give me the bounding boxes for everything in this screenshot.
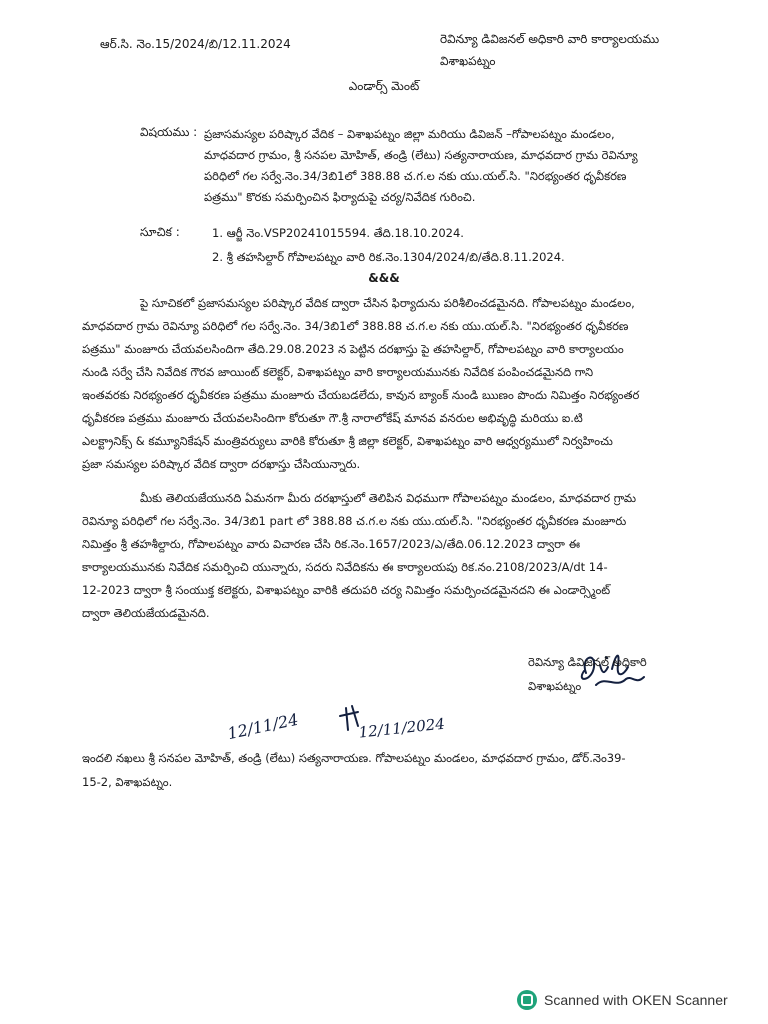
- paragraph-line: 12-2023 ద్వారా శ్రీ సంయుక్త కలెక్టరు, విశాఖపట్నం వారికి తదుపరి చర్య నిమిత్తం సమర్పించడమైనదని ఈ ఎండార్స్మెంట్: [82, 583, 611, 597]
- reference-item: 2. శ్రీ తహసిల్దార్ గోపాలపట్నం వారి రిక.నెం.1304/2024/బి/తేది.8.11.2024.: [212, 250, 565, 264]
- office-city: విశాఖపట్నం: [440, 54, 496, 68]
- copy-to-recipient: [82, 746, 712, 794]
- references-label: సూచిక :: [140, 225, 180, 239]
- subject-line: ప్రజాసమస్యల పరిష్కార వేదిక – విశాఖపట్నం జిల్లా మరియు డివిజన్ –గోపాలపట్నం మండలం,: [204, 127, 615, 141]
- paragraph-line: ఎలక్ట్రానిక్స్ & కమ్యూనికేషన్ మంత్రివర్యులు వారికి కోరుతూ శ్రీ జిల్లా కలెక్టర్, విశాఖపట్నం వారి ఆధ్వర్యములో నిర్వహించు: [82, 434, 613, 448]
- signature-block: [528, 650, 708, 698]
- document-title: ఎండార్స్ మెంట్: [348, 79, 420, 93]
- office-name: రెవిన్యూ డివిజనల్ అధికారి వారి కార్యాలయము: [440, 32, 660, 46]
- subject-line: పత్రము" కొరకు సమర్పించిన ఫిర్యాదుపై చర్య/నివేదిక గురించి.: [204, 190, 476, 204]
- recipient-line: 15-2, విశాఖపట్నం.: [82, 775, 173, 789]
- scanner-watermark: [516, 988, 728, 1012]
- paragraph-line: మీకు తెలియజేయునది ఏమనగా మీరు దరఖాస్తులో తెలిపిన విధముగా గోపాలపట్నం మండలం, మాధవదార గ్రామ: [140, 491, 637, 505]
- signatory-place: విశాఖపట్నం: [528, 679, 582, 693]
- paragraph-line: పత్రము" మంజూరు చేయవలసిందిగా తేది.29.08.2023 న పెట్టిన దరఖాస్తు పై తహసిల్దార్, గోపాలపట్నం వారి కార్యాలయం: [82, 342, 624, 356]
- handwritten-initial-right: [338, 700, 448, 748]
- handwritten-initial-left: [222, 700, 302, 744]
- reference-number: ఆర్.సి. నెం.15/2024/బి/12.11.2024: [100, 37, 291, 51]
- reference-item: 1. ఆర్జీ నెం.VSP20241015594. తేది.18.10.2024.: [212, 226, 464, 240]
- paragraph-1: [82, 292, 702, 476]
- paragraph-line: కార్యాలయమునకు నివేదిక సమర్పించి యున్నారు, సదరు నివేదికను ఈ కార్యాలయపు రిక.నం.2108/2023/A/dt 14-: [82, 560, 608, 574]
- subject-line: మాధవదార గ్రామం, శ్రీ సనపల మోహిత్, తండ్రి (లేటు) సత్యనారాయణ, మాధవదార గ్రామ రెవిన్యూ: [204, 148, 638, 162]
- paragraph-line: నిమిత్తం శ్రీ తహశీల్దారు, గోపాలపట్నం వారు విచారణ చేసి రిక.నెం.1657/2023/ఎ/తేది.06.12.2023 ద్వారా ఈ: [82, 537, 580, 551]
- paragraph-line: ప్రజా సమస్యల పరిష్కార వేదిక ద్వారా దరఖాస్తు చేసియున్నారు.: [82, 457, 361, 471]
- recipient-line: ఇందలి నఖలు శ్రీ సనపల మోహిత్, తండ్రి (లేటు) సత్యనారాయణ. గోపాలపట్నం మండలం, మాధవదార గ్రామం, డోర్.నెం39-: [82, 751, 626, 765]
- paragraph-line: ధృవీకరణ పత్రము మంజూరు చేయవలసిందిగా కోరుతూ గౌ.శ్రీ నారాలోకేష్ మానవ వనరుల అభివృద్ధి మరియు ఐ.టి: [82, 411, 583, 425]
- paragraph-line: ద్వారా తెలియజేయడమైనది.: [82, 606, 210, 620]
- scanner-logo-icon: [516, 989, 538, 1011]
- paragraph-line: నుండి సర్వే చేసి నివేదిక గౌరవ జాయింట్ కలెక్టర్, విశాఖపట్నం వారి కార్యాలయమునకు నివేదిక పంపించడమైనది గాని: [82, 365, 594, 379]
- paragraph-line: మాధవదార గ్రామ రెవిన్యూ పరిధిలో గల సర్వే.నెం. 34/3బి1లో 388.88 చ.గ.ల నకు యు.యల్.సి. "నిరభ్యంతర ధృవీకరణ: [82, 319, 629, 333]
- paragraph-line: రెవిన్యూ పరిధిలో గల సర్వే.నెం. 34/3బి1 part లో 388.88 చ.గ.ల నకు యు.యల్.సి. "నిరభ్యంతర ధృవీకరణ మంజూరు: [82, 514, 627, 528]
- scanner-text: Scanned with OKEN Scanner: [544, 992, 728, 1008]
- handwritten-date-right: 12/11/2024: [357, 714, 446, 742]
- handwritten-date-left: 12/11/24: [225, 709, 300, 744]
- paragraph-line: పై సూచికలో ప్రజాసమస్యల పరిష్కార వేదిక ద్వారా చేసిన ఫిర్యాదును పరిశీలించడమైనది. గోపాలపట్నం మండలం,: [140, 296, 635, 310]
- paragraph-2: [82, 487, 702, 625]
- signatory-designation: రెవిన్యూ డివిజనల్ అధికారి: [528, 655, 647, 669]
- subject-line: పరిధిలో గల సర్వే.నెం.34/3బి1లో 388.88 చ.గ.ల నకు యు.యల్.సి. "నిరభ్యంతర ధృవీకరణ: [204, 169, 627, 183]
- subject-label: విషయము :: [140, 125, 198, 139]
- paragraph-line: ఇంతవరకు నిరభ్యంతర ధృవీకరణ పత్రము మంజూరు చేయబడలేదు, కావున బ్యాంక్ నుండి ఋణం పొందు నిమిత్తం నిరభ్యంతర: [82, 388, 640, 402]
- separator: &&&: [368, 271, 400, 285]
- office-address: [440, 28, 680, 72]
